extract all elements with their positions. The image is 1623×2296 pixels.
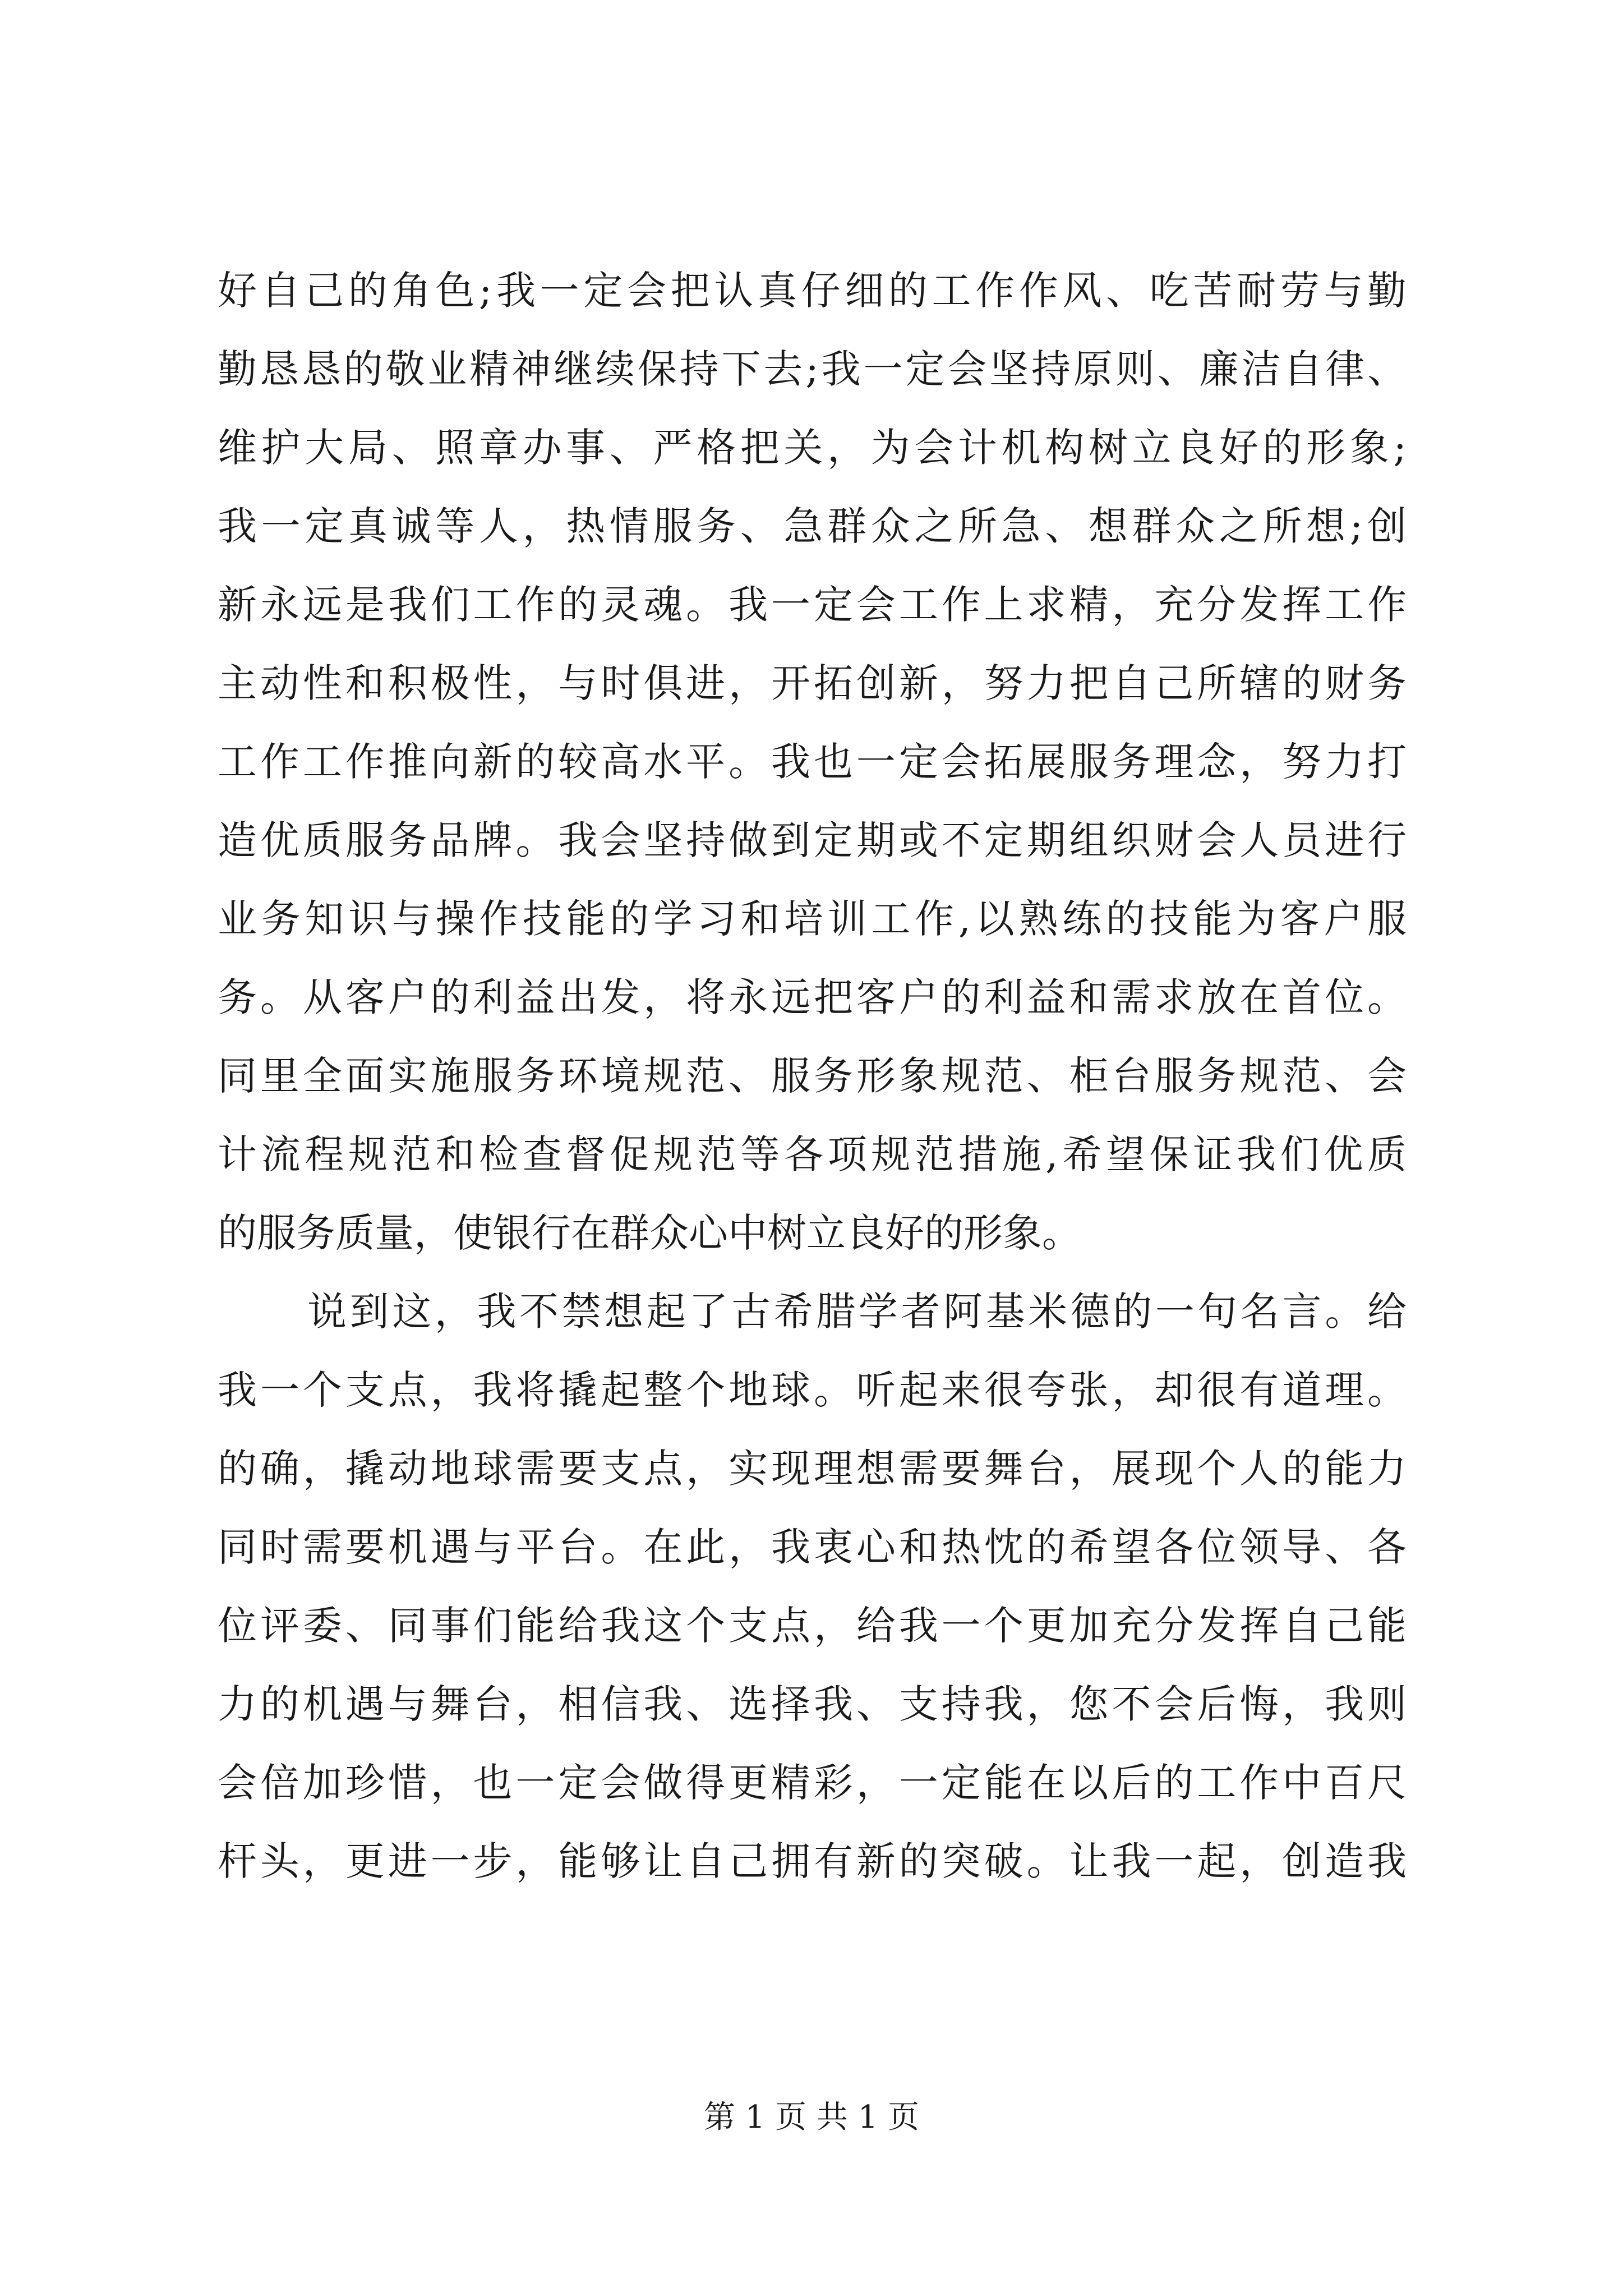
text-line: 说到这，我不禁想起了古希腊学者阿基米德的一句名言。给 — [307, 1289, 1407, 1335]
text-line: 的服务质量，使银行在群众心中树立良好的形象。 — [218, 1210, 1081, 1256]
text-line: 维护大局、照章办事、严格把关，为会计机构树立良好的形象; — [218, 425, 1407, 471]
text-line: 我一个支点，我将撬起整个地球。听起来很夸张，却很有道理。 — [218, 1367, 1407, 1413]
document-body — [218, 263, 1407, 1912]
paragraph-2 — [218, 1283, 1407, 1889]
text-line: 计流程规范和检查督促规范等各项规范措施,希望保证我们优质 — [218, 1131, 1407, 1177]
paragraph-1 — [218, 263, 1407, 1261]
page-number-footer: 第 1 页 共 1 页 — [703, 2099, 920, 2136]
text-line: 造优质服务品牌。我会坚持做到定期或不定期组织财会人员进行 — [218, 817, 1407, 863]
text-line: 同里全面实施服务环境规范、服务形象规范、柜台服务规范、会 — [218, 1053, 1407, 1099]
text-line: 主动性和积极性，与时俱进，开拓创新，努力把自己所辖的财务 — [218, 660, 1407, 706]
text-line: 会倍加珍惜，也一定会做得更精彩，一定能在以后的工作中百尺 — [218, 1760, 1407, 1806]
text-line: 工作工作推向新的较高水平。我也一定会拓展服务理念，努力打 — [218, 739, 1407, 785]
text-line: 新永远是我们工作的灵魂。我一定会工作上求精，充分发挥工作 — [218, 582, 1407, 628]
text-line: 我一定真诚等人，热情服务、急群众之所急、想群众之所想;创 — [218, 503, 1407, 549]
text-line: 勤恳恳的敬业精神继续保持下去;我一定会坚持原则、廉洁自律、 — [218, 346, 1407, 392]
text-line: 的确，撬动地球需要支点，实现理想需要舞台，展现个人的能力 — [218, 1446, 1407, 1492]
text-line: 业务知识与操作技能的学习和培训工作,以熟练的技能为客户服 — [218, 896, 1407, 942]
text-line: 位评委、同事们能给我这个支点，给我一个更加充分发挥自己能 — [218, 1603, 1407, 1649]
text-line: 同时需要机遇与平台。在此，我衷心和热忱的希望各位领导、各 — [218, 1524, 1407, 1570]
text-line: 好自己的角色;我一定会把认真仔细的工作作风、吃苦耐劳与勤 — [218, 268, 1407, 314]
text-line: 力的机遇与舞台，相信我、选择我、支持我，您不会后悔，我则 — [218, 1681, 1407, 1727]
text-line: 务。从客户的利益出发，将永远把客户的利益和需求放在首位。 — [218, 974, 1407, 1020]
text-line: 杆头，更进一步，能够让自己拥有新的突破。让我一起，创造我 — [218, 1838, 1407, 1884]
